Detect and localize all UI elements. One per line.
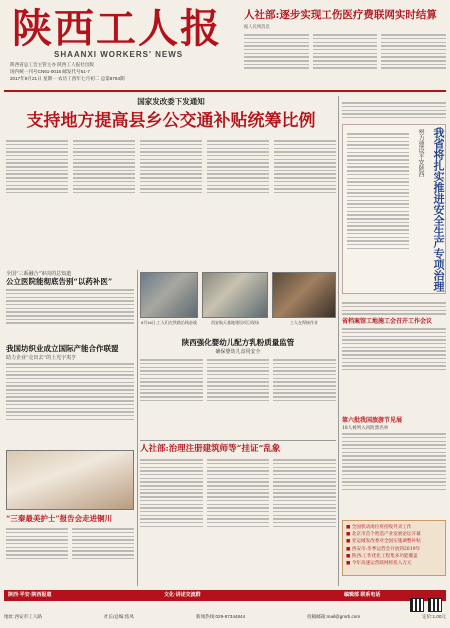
news-photo — [272, 272, 336, 318]
right-story-headline: 省档案馆工地施工会召开工作会议 — [342, 318, 433, 326]
qr-code-icon — [428, 598, 442, 612]
right-feature-box — [342, 124, 446, 294]
top-story-body — [244, 32, 446, 71]
left-story-2 — [6, 344, 134, 422]
photo-caption: 西安航天基地建设项目现场 — [211, 320, 259, 325]
masthead — [6, 4, 236, 86]
footer-email: 投稿邮箱:mail@gmrb.com — [306, 614, 361, 619]
main-story-headline: 支持地方提高县乡公交通补贴统筹比例 — [26, 111, 316, 131]
newspaper-logo: 陕西工人报 — [12, 5, 222, 52]
left-story-headline: 我国坊织业成立国际产能合作联盟 — [6, 344, 119, 353]
left-story-kicker: 全国“三系融合”审决的总知道 — [6, 271, 72, 277]
bottom-story-headline: 人社部:治理注册建筑师等“挂证”乱象 — [140, 444, 281, 454]
right-story-1 — [342, 300, 446, 373]
right-story-headline: 第六批我国旅游节见展 — [342, 417, 403, 424]
feature-body — [347, 131, 409, 251]
column-divider — [338, 96, 339, 586]
brief-item[interactable]: ■ 北京市首个智造产业发展论坛开幕 — [346, 532, 421, 538]
mid-story — [140, 338, 336, 404]
bottom-left-story-headline: “三秦最美护士”报告会走进铜川 — [6, 514, 113, 523]
photo-caption: 8月16日,工人们在铁路沿线奋战 — [141, 320, 197, 325]
main-story — [6, 96, 336, 196]
right-story-2 — [342, 416, 446, 492]
masthead-info-line: 2017年8月21日 星期一 农历丁酉年七月初二 总第8794期 — [10, 76, 125, 81]
bottom-left-story — [6, 514, 134, 561]
news-briefs — [342, 520, 446, 576]
footer-banner-right: 编辑部 联系电话 — [344, 592, 381, 598]
footer-banner-mid: 文化·讲述交流群 — [164, 592, 201, 598]
brief-item[interactable]: ■ 亚运城发改委对全国实施调整补贴 — [346, 539, 421, 545]
right-story-sub: 18人被列入风险黑名单 — [342, 426, 389, 431]
footer-address: 地址:西安市工人路 — [4, 614, 43, 619]
brief-item[interactable]: ■ 西安市:冬季运营会开放到2019年 — [346, 546, 421, 552]
top-story-byline: 据人民网消息 — [244, 24, 270, 29]
masthead-info-line: 陕西省总工会主管主办 陕西工人报社出版 — [10, 62, 94, 67]
left-story-sub: 助力企业“走出去”的上光宇夷亨 — [6, 355, 77, 361]
main-story-kicker: 国家发改委下发通知 — [137, 97, 205, 106]
main-story-body — [6, 138, 336, 196]
vertical-headline: 我省将扎实推进安全生产专项治理 — [432, 127, 445, 292]
top-story — [244, 8, 446, 88]
header-rule — [4, 90, 446, 92]
qr-code-icon — [410, 598, 424, 612]
masthead-info-line: 国内统一刊号CN61-0015 邮发代号51-7 — [10, 69, 90, 74]
news-photo — [202, 272, 268, 318]
footer — [4, 614, 446, 620]
mid-story-sub: 确保婴幼儿食用安全 — [215, 349, 261, 355]
footer-phone: 新闻热线:029-87344844 — [195, 614, 246, 619]
footer-publisher: 社长/总编:焦凤 — [103, 614, 134, 619]
right-top-text — [342, 100, 446, 121]
news-photo — [6, 450, 134, 510]
photo-caption: 工人在焊接作业 — [290, 320, 318, 325]
news-photo — [140, 272, 198, 318]
newspaper-logo-english: SHAANXI WORKERS' NEWS — [54, 50, 184, 59]
left-story-1 — [6, 270, 134, 326]
footer-banner — [4, 590, 446, 601]
mid-story-headline: 陕西强化婴幼儿配方乳粉质量监管 — [181, 338, 295, 347]
brief-item[interactable]: ■ 全国机动岗位将招收外卖工作 — [346, 525, 412, 530]
footer-banner-left: 陕西·平安·陕西报道 — [8, 592, 52, 598]
footer-price: 定价:1.00元 — [422, 614, 446, 619]
brief-item[interactable]: ■ 今年高速运营联网将投入万元 — [346, 561, 412, 567]
vertical-subheadline: 努力建设平安陕西 — [417, 129, 424, 177]
bottom-story — [140, 444, 336, 529]
brief-item[interactable]: ■ 陕西:工作优化工程集多功能覆盖 — [346, 553, 418, 559]
masthead-info — [10, 61, 236, 82]
left-story-headline: 公立医院能彻底告别“以药补医” — [6, 277, 113, 286]
section-divider — [140, 440, 336, 441]
column-divider — [137, 270, 138, 586]
top-story-headline: 人社部:逐步实现工伤医疗费联网实时结算 — [244, 9, 437, 21]
